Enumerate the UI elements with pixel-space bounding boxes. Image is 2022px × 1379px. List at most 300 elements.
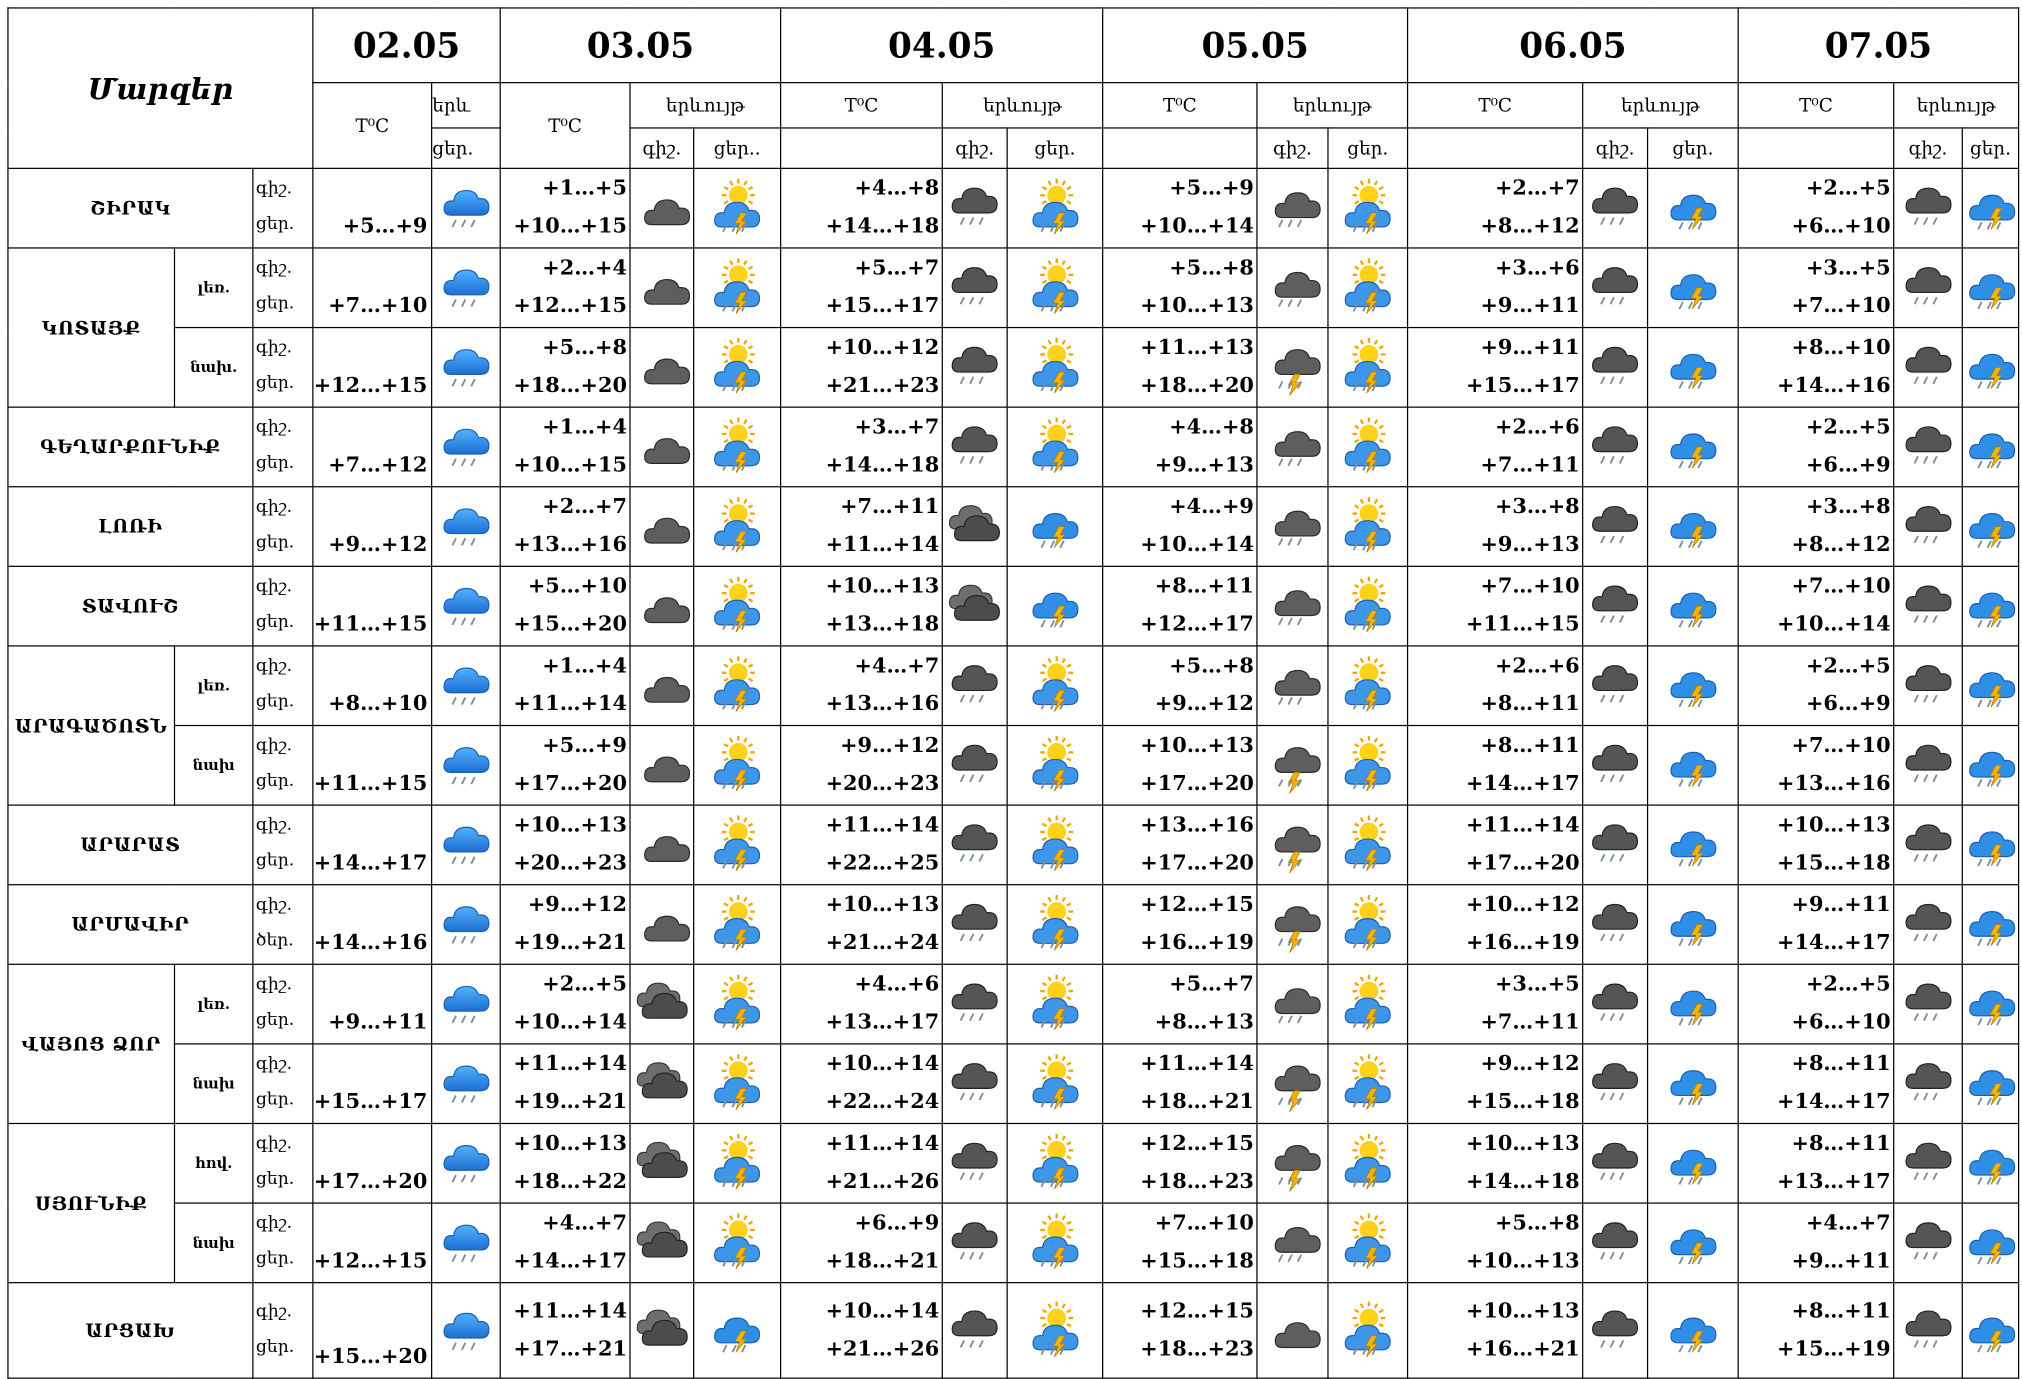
time-of-day (253, 328, 313, 408)
temp-day: +6…+10 (1791, 1010, 1891, 1035)
night-weather-cell (1257, 1123, 1328, 1203)
day-weather-cell (1648, 646, 1739, 726)
dark-rain-cloud-icon (945, 1213, 1004, 1272)
rain-cloud-icon (437, 258, 496, 317)
storm-rain-icon (1664, 1213, 1723, 1272)
temp-day: +16…+19 (1465, 930, 1580, 956)
temp-day: +17…+20 (1465, 851, 1580, 876)
day-weather-cell (1648, 168, 1739, 248)
day-weather-cell (1007, 1044, 1103, 1124)
temp-day: +18…+21 (1140, 1089, 1254, 1115)
temp-value: +9…+12 (313, 487, 432, 567)
sun-storm-icon (1026, 179, 1085, 238)
temp-day: +20…+23 (825, 771, 940, 796)
night-weather-cell (942, 1123, 1007, 1203)
day-weather-cell (694, 168, 781, 248)
zone-label: նախ (174, 726, 252, 806)
region-row (8, 1283, 2019, 1379)
day-label: ծեր. (255, 930, 294, 951)
temp-night: +4…+7 (1805, 1211, 1891, 1236)
region-row (8, 805, 2019, 885)
sun-storm-icon (1338, 736, 1397, 795)
day-weather-cell (1007, 248, 1103, 328)
temp-day: +18…+22 (513, 1169, 627, 1194)
night-weather-cell (1583, 885, 1648, 965)
temp-day: +17…+20 (1140, 851, 1254, 876)
temp-night: +10…+13 (1777, 813, 1891, 838)
region-name: ԼՈՌԻ (8, 487, 253, 567)
sun-storm-icon (1026, 736, 1085, 795)
day-weather-cell (1007, 566, 1103, 646)
night-weather-cell (630, 487, 694, 567)
day-weather-cell (1962, 805, 2018, 885)
temp-day: +12…+15 (513, 293, 627, 319)
region-name: ՍՅՈՒՆԻՔ (8, 1123, 175, 1282)
phenomenon-header: երևույթ (1894, 83, 2019, 128)
temp-day: +15…+17 (1465, 373, 1580, 398)
temp-night: +10…+12 (825, 335, 940, 361)
region-row (8, 646, 2019, 726)
rain-cloud-icon (437, 577, 496, 636)
storm-rain-icon (1963, 418, 2022, 477)
temp-night: +5…+9 (542, 733, 627, 758)
dark-rain-cloud-icon (1899, 179, 1958, 238)
temp-cell (1103, 726, 1257, 806)
temp-night: +2…+5 (1805, 653, 1891, 679)
temp-day: +6…+9 (1805, 453, 1891, 478)
moon-cloud-icon (632, 338, 691, 397)
temp-cell (781, 646, 943, 726)
day-weather-cell (1962, 646, 2018, 726)
region-name: ԱՐՑԱԽ (8, 1283, 253, 1379)
day-weather-cell (694, 805, 781, 885)
sun-storm-icon (1026, 1213, 1085, 1272)
temp-day: +13…+16 (825, 691, 940, 717)
temp-day: +21…+23 (825, 373, 940, 398)
day-weather-cell (1962, 248, 2018, 328)
weather-cell (432, 168, 501, 248)
storm-rain-icon (1664, 895, 1723, 954)
night-label: գիշ. (255, 497, 293, 517)
dark-rain-cloud-icon (1586, 656, 1645, 715)
rain-cloud-icon (437, 1054, 496, 1113)
region-row (8, 964, 2019, 1044)
temp-cell (1738, 1123, 1894, 1203)
temp-cell (1738, 1283, 1894, 1379)
day-subheader: ցեր.. (694, 128, 781, 168)
temp-cell (1103, 168, 1257, 248)
dark-cloud-icon (945, 577, 1004, 636)
sun-storm-icon (1026, 895, 1085, 954)
temp-day: +8…+12 (1791, 532, 1891, 558)
temp-value: +15…+20 (313, 1283, 432, 1379)
day-subheader: ցեր. (1962, 128, 2018, 168)
temp-cell (1738, 248, 1894, 328)
night-weather-cell (1894, 1123, 1963, 1203)
temp-cell (1103, 964, 1257, 1044)
night-weather-cell (630, 248, 694, 328)
temp-day: +11…+14 (825, 532, 940, 558)
night-weather-cell (942, 726, 1007, 806)
temp-cell (1408, 964, 1583, 1044)
region-name: ԱՐՄԱՎԻՐ (8, 885, 253, 965)
temp-cell (781, 885, 943, 965)
night-weather-cell (1583, 726, 1648, 806)
temp-night: +9…+11 (1480, 335, 1580, 361)
day-label: ցեր. (255, 1089, 295, 1110)
temp-cell (781, 805, 943, 885)
temp-night: +1…+5 (542, 176, 627, 201)
temp-day: +14…+16 (1777, 373, 1891, 398)
rain-cloud-icon (437, 816, 496, 875)
temp-cell (1103, 407, 1257, 487)
dark-cloud-icon (632, 1213, 691, 1272)
temp-cell (1408, 1203, 1583, 1283)
temp-cell (500, 964, 630, 1044)
night-label: գիշ. (255, 1133, 293, 1154)
sun-storm-icon (1338, 418, 1397, 477)
phenomenon-header: երևույթ (630, 83, 781, 128)
storm-rain-icon (1664, 338, 1723, 397)
night-weather-cell (1257, 1283, 1328, 1379)
day-weather-cell (1962, 885, 2018, 965)
date-header: 03.05 (500, 8, 780, 83)
night-weather-cell (942, 566, 1007, 646)
temp-cell (1408, 646, 1583, 726)
day-weather-cell (1962, 726, 2018, 806)
day-weather-cell (1648, 805, 1739, 885)
sun-storm-icon (708, 816, 767, 875)
temp-night: +10…+12 (1465, 892, 1580, 918)
temp-day: +7…+11 (1480, 1010, 1580, 1035)
dark-rain-cloud-icon (1899, 418, 1958, 477)
dark-rain-cloud-icon (1586, 1213, 1645, 1272)
temp-night: +5…+7 (1169, 972, 1254, 997)
temp-night: +8…+11 (1791, 1131, 1891, 1156)
temp-day: +14…+17 (1465, 771, 1580, 796)
date-header: 06.05 (1408, 8, 1739, 83)
temp-night: +8…+10 (1791, 335, 1891, 361)
temp-night: +3…+5 (1805, 255, 1891, 281)
night-weather-cell (630, 1044, 694, 1124)
temp-value: +11…+15 (313, 726, 432, 806)
night-weather-cell (1257, 646, 1328, 726)
temp-cell (500, 805, 630, 885)
day-weather-cell (1007, 168, 1103, 248)
day-weather-cell (1328, 1203, 1408, 1283)
night-weather-cell (630, 885, 694, 965)
sun-storm-icon (1026, 656, 1085, 715)
temp-day: +8…+11 (1480, 691, 1580, 717)
temp-value: +12…+15 (313, 328, 432, 408)
temp-day: +9…+12 (1154, 691, 1254, 717)
night-subheader: գիշ. (1257, 128, 1328, 168)
moon-cloud-icon (632, 736, 691, 795)
night-weather-cell (1894, 805, 1963, 885)
temp-cell (1408, 1044, 1583, 1124)
moon-storm-icon (1263, 338, 1322, 397)
storm-rain-icon (1963, 656, 2022, 715)
time-of-day (253, 566, 313, 646)
night-weather-cell (630, 726, 694, 806)
temp-night: +12…+15 (1140, 892, 1254, 918)
night-weather-cell (1257, 168, 1328, 248)
night-weather-cell (942, 328, 1007, 408)
rain-cloud-icon (437, 975, 496, 1034)
temp-cell (1408, 726, 1583, 806)
day-weather-cell (694, 487, 781, 567)
day-weather-cell (1962, 566, 2018, 646)
temp-night: +5…+8 (1494, 1211, 1580, 1236)
temp-night: +2…+6 (1494, 653, 1580, 679)
temp-cell (500, 1203, 630, 1283)
temp-cell (500, 487, 630, 567)
temp-cell (1408, 328, 1583, 408)
day-weather-cell (1962, 487, 2018, 567)
temp-day: +8…+12 (1480, 214, 1580, 239)
night-label: գիշ. (255, 735, 293, 756)
region-row (8, 487, 2019, 567)
day-weather-cell (694, 1283, 781, 1379)
temp-cell (1738, 805, 1894, 885)
day-weather-cell (1007, 328, 1103, 408)
temp-cell (1103, 805, 1257, 885)
day-weather-cell (694, 1044, 781, 1124)
dark-cloud-icon (632, 975, 691, 1034)
weather-cell (432, 726, 501, 806)
dark-rain-cloud-icon (1899, 656, 1958, 715)
temp-value: +7…+10 (313, 248, 432, 328)
temp-cell (781, 1283, 943, 1379)
day-weather-cell (1962, 1283, 2018, 1379)
temp-day: +10…+14 (513, 1010, 627, 1035)
night-weather-cell (1583, 964, 1648, 1044)
night-weather-cell (1257, 566, 1328, 646)
region-name: ՇԻՐԱԿ (8, 168, 253, 248)
temp-cell (781, 407, 943, 487)
moon-cloud-icon (632, 418, 691, 477)
temp-cell (1103, 328, 1257, 408)
time-of-day (253, 726, 313, 806)
sun-storm-icon (708, 1054, 767, 1113)
day-subheader: ցեր. (1007, 128, 1103, 168)
temp-cell (781, 1203, 943, 1283)
time-of-day (253, 1044, 313, 1124)
night-weather-cell (1894, 487, 1963, 567)
temp-cell (1408, 566, 1583, 646)
night-weather-cell (1894, 248, 1963, 328)
storm-rain-icon (1664, 497, 1723, 556)
day-weather-cell (1007, 805, 1103, 885)
weather-cell (432, 566, 501, 646)
temp-night: +1…+4 (542, 415, 627, 440)
zone-label: լեռ. (174, 248, 252, 328)
sun-storm-icon (708, 179, 767, 238)
sun-storm-icon (1338, 1301, 1397, 1360)
temp-cell (1738, 1044, 1894, 1124)
zone-label: նախ (174, 1203, 252, 1283)
night-weather-cell (1894, 726, 1963, 806)
temp-day: +10…+14 (1777, 612, 1891, 637)
temp-day: +14…+17 (1777, 930, 1891, 956)
temp-day: +10…+13 (1140, 293, 1254, 319)
region-row (8, 566, 2019, 646)
temp-night: +3…+8 (1494, 494, 1580, 520)
temp-cell (781, 328, 943, 408)
temp-cell (781, 1123, 943, 1203)
weather-cell (432, 1044, 501, 1124)
night-weather-cell (1583, 1203, 1648, 1283)
temp-value: +14…+16 (313, 885, 432, 965)
temp-cell (1408, 168, 1583, 248)
temp-day: +18…+20 (513, 373, 627, 398)
temp-night: +5…+8 (1169, 255, 1254, 281)
night-label: գիշ. (255, 1213, 293, 1234)
day-weather-cell (1648, 248, 1739, 328)
storm-rain-icon (1664, 736, 1723, 795)
temp-night: +8…+11 (1791, 1298, 1891, 1324)
day-weather-cell (1007, 1203, 1103, 1283)
temp-day: +10…+14 (1140, 532, 1254, 558)
day-weather-cell (1648, 885, 1739, 965)
temp-day: +10…+14 (1140, 214, 1254, 239)
temp-value: +9…+11 (313, 964, 432, 1044)
sun-storm-icon (1026, 1134, 1085, 1193)
night-subheader: գիշ. (1583, 128, 1648, 168)
temp-cell (1738, 328, 1894, 408)
day-weather-cell (1328, 1283, 1408, 1379)
temp-night: +4…+8 (854, 176, 940, 201)
temp-day: +10…+15 (513, 214, 627, 239)
sun-storm-icon (1338, 577, 1397, 636)
time-of-day (253, 1203, 313, 1283)
temp-cell (1738, 1203, 1894, 1283)
temp-night: +10…+13 (513, 813, 627, 838)
rain-cloud-icon (437, 656, 496, 715)
night-weather-cell (942, 168, 1007, 248)
day-weather-cell (1328, 168, 1408, 248)
sun-storm-icon (1338, 1134, 1397, 1193)
temp-night: +12…+15 (1140, 1298, 1254, 1324)
day-weather-cell (1962, 1123, 2018, 1203)
temp-night: +2…+5 (542, 972, 627, 997)
region-row (8, 407, 2019, 487)
storm-rain-icon (1963, 1301, 2022, 1360)
temp-night: +11…+14 (825, 1131, 940, 1156)
night-label: գիշ. (255, 1301, 293, 1321)
day-label: ցեր. (255, 373, 295, 394)
day-weather-cell (1007, 487, 1103, 567)
temp-night: +10…+13 (1465, 1298, 1580, 1324)
temp-day: +11…+15 (1465, 612, 1580, 637)
temp-cell (500, 566, 630, 646)
temp-cell (500, 248, 630, 328)
sun-storm-icon (1338, 497, 1397, 556)
temp-day: +12…+17 (1140, 612, 1254, 637)
temp-cell (500, 1044, 630, 1124)
sun-storm-icon (708, 497, 767, 556)
dark-rain-cloud-icon (1899, 736, 1958, 795)
sun-storm-icon (1338, 1054, 1397, 1113)
storm-rain-icon (1664, 1054, 1723, 1113)
day-weather-cell (694, 1203, 781, 1283)
temp-night: +7…+10 (1480, 574, 1580, 599)
day-label: ցեր. (255, 1336, 295, 1357)
temp-header: T⁰C (1103, 83, 1257, 128)
time-of-day (253, 487, 313, 567)
region-name: ԱՐԱՐԱՏ (8, 805, 253, 885)
temp-value: +14…+17 (313, 805, 432, 885)
sun-storm-icon (1338, 895, 1397, 954)
moon-cloud-icon (632, 895, 691, 954)
day-weather-cell (1962, 1044, 2018, 1124)
day-label: ցեր. (255, 1248, 295, 1269)
temp-header: T⁰C (1408, 83, 1583, 128)
temp-night: +4…+7 (854, 653, 940, 679)
night-weather-cell (1257, 885, 1328, 965)
day-weather-cell (1007, 407, 1103, 487)
temp-night: +5…+9 (1169, 176, 1254, 201)
temp-cell (1103, 646, 1257, 726)
day-label: ցեր. (255, 771, 295, 792)
sun-storm-icon (708, 258, 767, 317)
dark-rain-cloud-icon (1586, 1301, 1645, 1360)
dark-cloud-icon (632, 1301, 691, 1360)
storm-rain-icon (1664, 577, 1723, 636)
day-label: ցեր. (255, 691, 295, 712)
moon-cloud-icon (1263, 1301, 1322, 1360)
temp-day: +9…+13 (1480, 532, 1580, 558)
day-weather-cell (1962, 168, 2018, 248)
temp-day: +17…+20 (513, 771, 627, 796)
day-weather-cell (1328, 487, 1408, 567)
sun-storm-icon (1026, 338, 1085, 397)
night-label: գիշ. (255, 178, 293, 199)
night-weather-cell (1894, 1044, 1963, 1124)
sun-storm-icon (708, 1134, 767, 1193)
dark-rain-cloud-icon (1899, 497, 1958, 556)
temp-night: +2…+5 (1805, 972, 1891, 997)
night-weather-cell (942, 407, 1007, 487)
moon-rain-icon (1263, 577, 1322, 636)
dark-rain-cloud-icon (1899, 816, 1958, 875)
temp-night: +6…+9 (854, 1211, 940, 1236)
temp-day: +15…+18 (1777, 851, 1891, 876)
dark-rain-cloud-icon (1586, 816, 1645, 875)
region-row (8, 885, 2019, 965)
day-weather-cell (1962, 407, 2018, 487)
temp-cell (781, 248, 943, 328)
temp-day: +14…+17 (1777, 1089, 1891, 1115)
zone-label: հով. (174, 1123, 252, 1203)
temp-day: +13…+18 (825, 612, 940, 637)
night-label: գիշ. (255, 815, 293, 836)
region-name: ԿՈՏԱՅՔ (8, 248, 175, 407)
temp-day: +17…+21 (513, 1336, 627, 1362)
sun-storm-icon (708, 418, 767, 477)
temp-header: T⁰C (1738, 83, 1894, 128)
temp-day: +13…+16 (1777, 771, 1891, 796)
storm-rain-icon (1026, 577, 1085, 636)
temp-day: +15…+18 (1465, 1089, 1580, 1115)
dark-rain-cloud-icon (1586, 895, 1645, 954)
rain-cloud-icon (437, 1213, 496, 1272)
night-weather-cell (942, 805, 1007, 885)
night-weather-cell (1257, 805, 1328, 885)
sun-storm-icon (1338, 975, 1397, 1034)
moon-storm-icon (1263, 736, 1322, 795)
day-label: ցեր. (255, 214, 295, 234)
